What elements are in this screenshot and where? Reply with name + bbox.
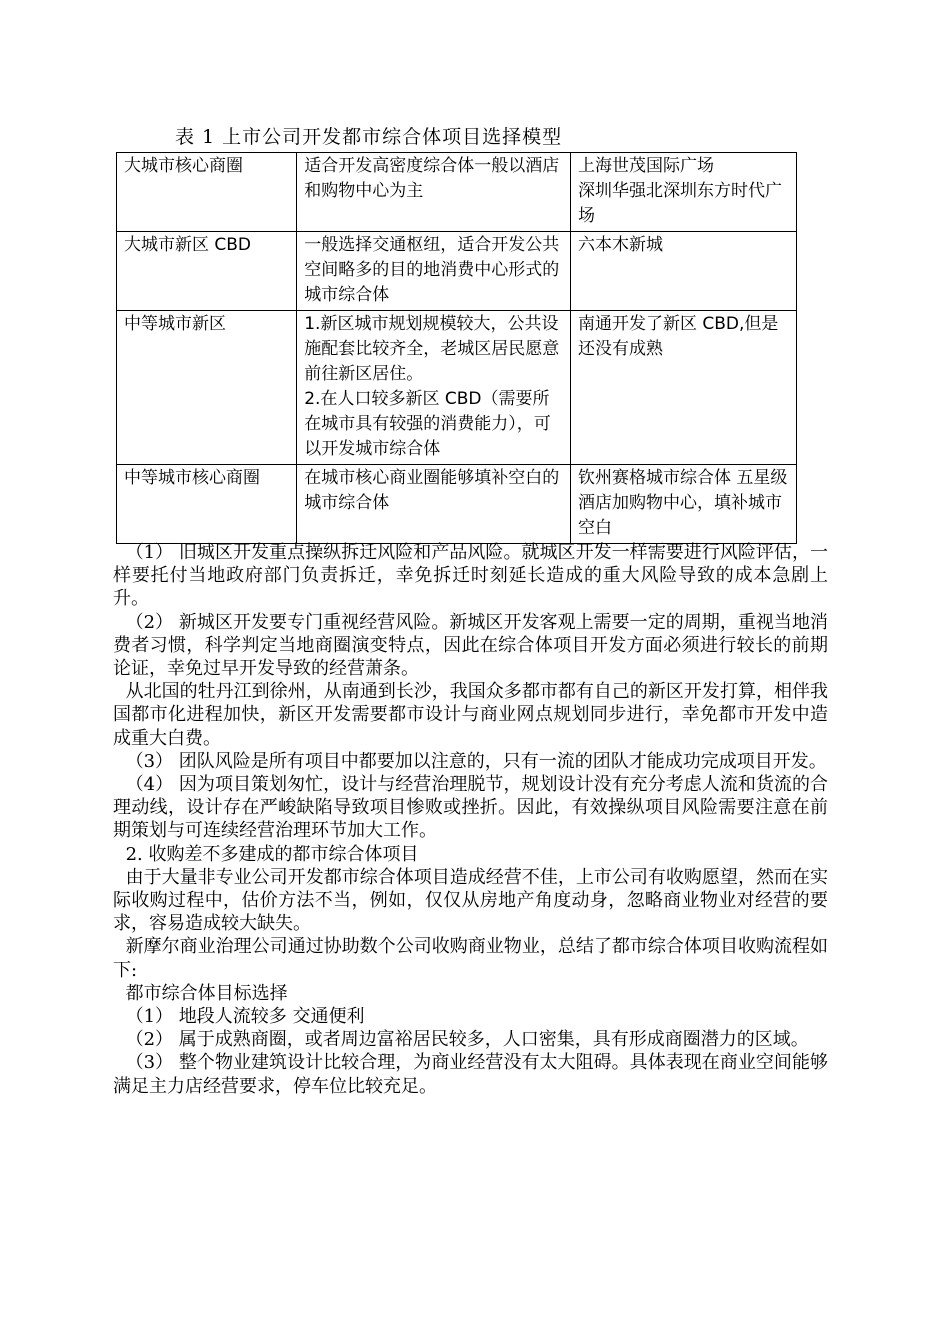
table-row [117, 465, 797, 544]
table-cell-example [570, 153, 796, 232]
description-point-1: 1.新区城市规划规模较大，公共设施配套比较齐全，老城区居民愿意前往新区居住。 [304, 314, 560, 384]
body-text [113, 541, 828, 1098]
table-cell-description: 在城市核心商业圈能够填补空白的城市综合体 [297, 465, 571, 544]
table-cell-description: 一般选择交通枢纽，适合开发公共空间略多的目的地消费中心形式的城市综合体 [297, 232, 571, 311]
section-heading-acquisition: 2. 收购差不多建成的都市综合体项目 [125, 843, 419, 865]
table-cell-city-type: 中等城市新区 [117, 311, 297, 465]
table-row [117, 153, 797, 232]
table-caption: 表 1 上市公司开发都市综合体项目选择模型 [175, 126, 563, 148]
paragraph-new-district-plans: 从北国的牡丹江到徐州，从南通到长沙，我国众多都市都有自己的新区开发打算，相伴我国都市化进程加快，新区开发需要都市设计与商业网点规划同步进行，幸免都市开发中造成重大白费。 [113, 681, 828, 749]
table-row [117, 311, 797, 465]
table-cell-city-type: 大城市核心商圈 [117, 153, 297, 232]
example-line-1: 上海世茂国际广场 [577, 156, 714, 176]
description-point-2: 2.在人口较多新区 CBD（需要所在城市具有较强的消费能力），可以开发城市综合体 [304, 389, 551, 459]
paragraph-team-risk: （3） 团队风险是所有项目中都要加以注意的，只有一流的团队才能成功完成项目开发。 [125, 750, 827, 772]
table-cell-description: 适合开发高密度综合体一般以酒店和购物中心为主 [297, 153, 571, 232]
table-cell-city-type: 大城市新区 CBD [117, 232, 297, 311]
table-cell-example: 钦州赛格城市综合体 五星级酒店加购物中心，填补城市空白 [570, 465, 796, 544]
subheading-target-selection: 都市综合体目标选择 [125, 982, 288, 1004]
paragraph-acquisition-intro: 由于大量非专业公司开发都市综合体项目造成经营不佳，上市公司有收购愿望，然而在实际收购过程中，估价方法不当，例如，仅仅从房地产角度动身，忽略商业物业对经营的要求，容易造成较大缺失。 [113, 866, 828, 935]
table-cell-example: 六本木新城 [570, 232, 796, 311]
list-item: （3） 整个物业建筑设计比较合理，为商业经营没有太大阻碍。具体表现在商业空间能够满足主力店经营要求，停车位比较充足。 [113, 1052, 828, 1097]
example-line-2: 深圳华强北深圳东方时代广场 [577, 181, 782, 226]
paragraph-acquisition-process: 新摩尔商业治理公司通过协助数个公司收购商业物业，总结了都市综合体项目收购流程如下: [113, 936, 828, 981]
paragraph-planning-risk: （4） 因为项目策划匆忙，设计与经营治理脱节，规划设计没有充分考虑人流和货流的合理动线，设计存在严峻缺陷导致项目惨败或挫折。因此，有效操纵项目风险需要注意在前期策划与可连续经营治理环节加大工作。 [113, 774, 828, 842]
list-item: （2） 属于成熟商圈，或者周边富裕居民较多，人口密集，具有形成商圈潜力的区域。 [125, 1029, 809, 1051]
list-item: （1） 地段人流较多 交通便利 [125, 1006, 365, 1028]
table-cell-example: 南通开发了新区 CBD,但是还没有成熟 [570, 311, 796, 465]
project-selection-table [116, 152, 797, 544]
paragraph-old-district-risk: （1） 旧城区开发重点操纵拆迁风险和产品风险。就城区开发一样需要进行风险评估，一样要托付当地政府部门负责拆迁，幸免拆迁时刻延长造成的重大风险导致的成本急剧上升。 [113, 542, 828, 610]
table-cell-description [297, 311, 571, 465]
table-row [117, 232, 797, 311]
table-cell-city-type: 中等城市核心商圈 [117, 465, 297, 544]
paragraph-new-district-risk: （2） 新城区开发要专门重视经营风险。新城区开发客观上需要一定的周期，重视当地消费者习惯，科学判定当地商圈演变特点，因此在综合体项目开发方面必须进行较长的前期论证，幸免过早开发导致的经营萧条。 [113, 611, 828, 680]
